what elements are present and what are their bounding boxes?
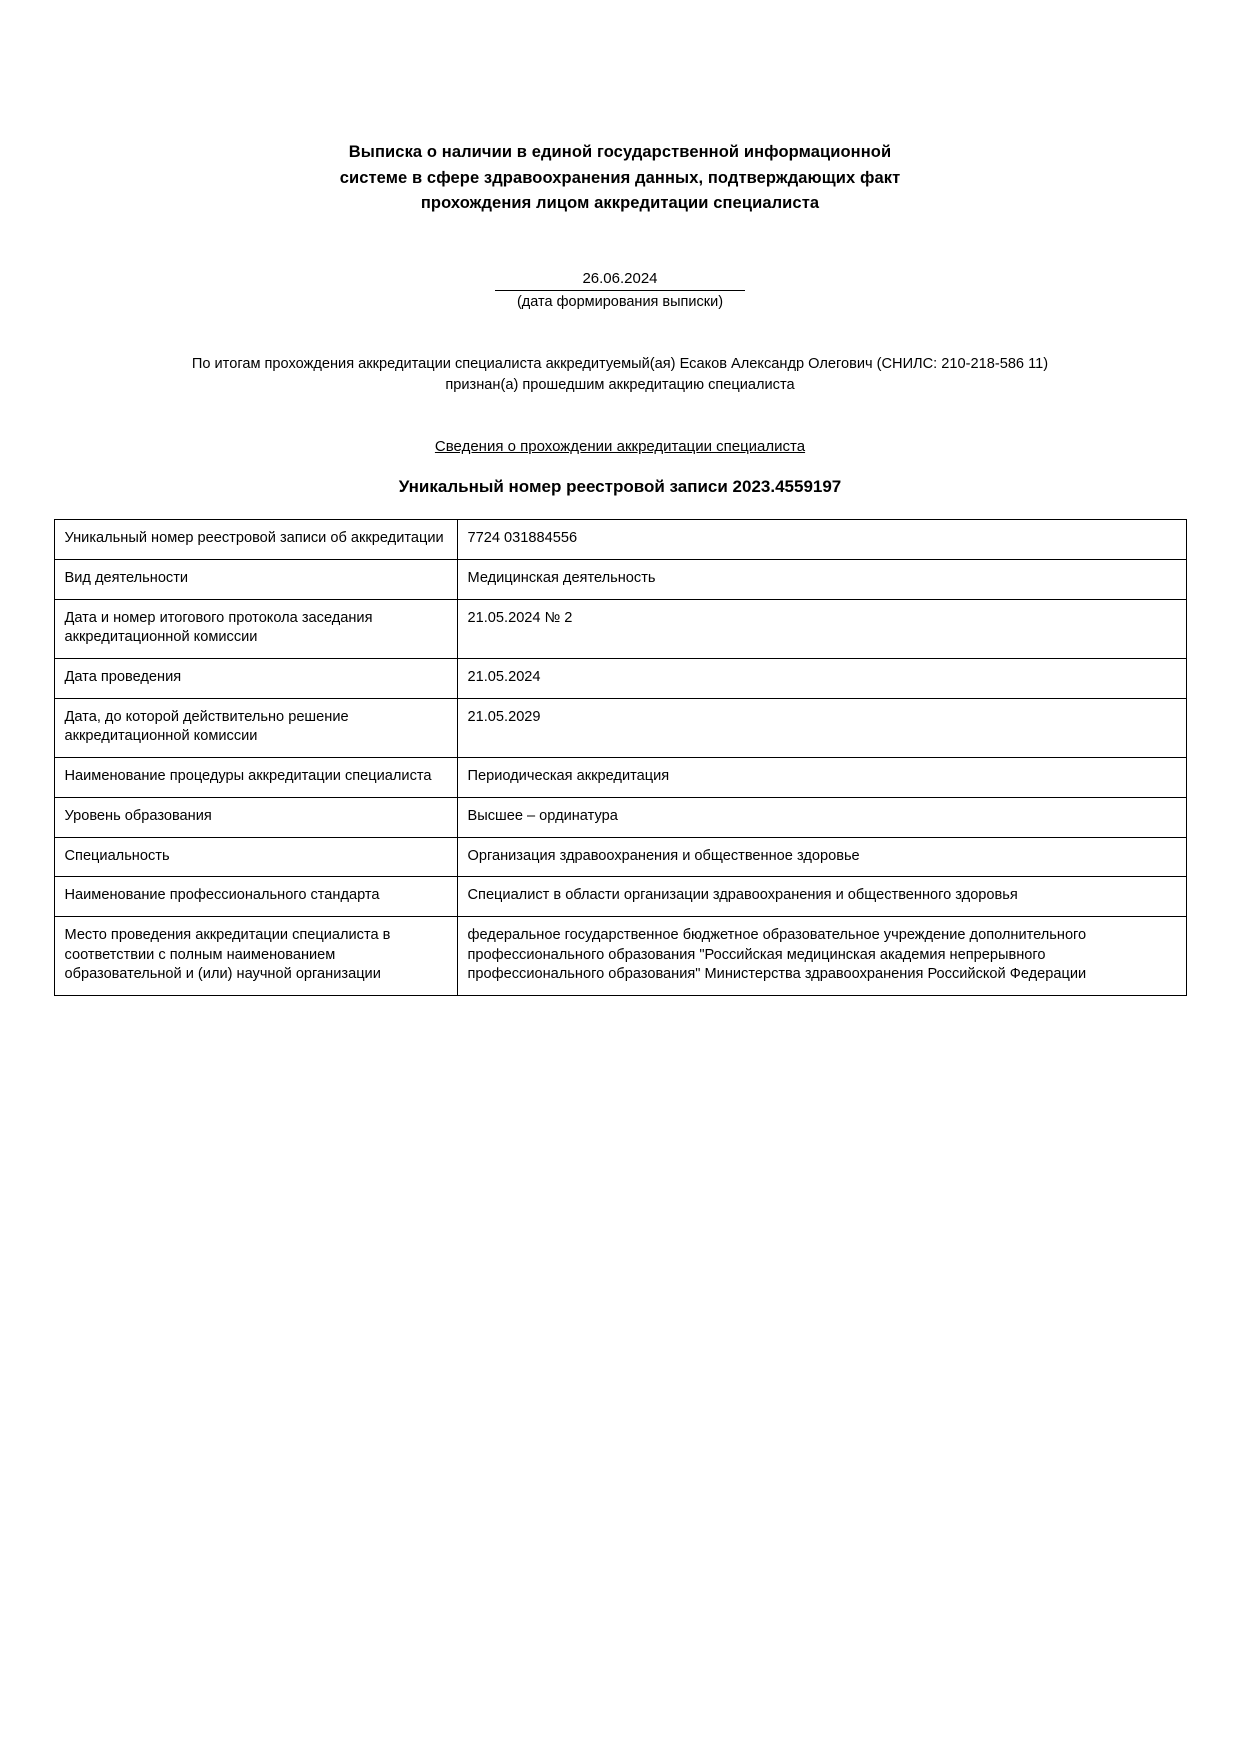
row-label: Дата, до которой действительно решение аккредитационной комиссии [54,698,457,757]
page-title-line-2: системе в сфере здравоохранения данных, подтверждающих факт [339,168,901,187]
row-label: Специальность [54,837,457,877]
accreditation-info-table [54,519,1187,996]
row-value: 21.05.2024 № 2 [457,599,1186,658]
row-value: Организация здравоохранения и общественное здоровье [457,837,1186,877]
table-row [54,698,1186,757]
row-label: Уникальный номер реестровой записи об аккредитации [54,520,457,560]
page-title-line-3: прохождения лицом аккредитации специалиста [420,194,820,213]
table-row [54,758,1186,798]
row-value: Медицинская деятельность [457,560,1186,600]
row-value: 21.05.2029 [457,698,1186,757]
intro-paragraph [0,354,1240,396]
table-row [54,560,1186,600]
intro-line-2: признан(а) прошедшим аккредитацию специалиста [445,377,795,394]
table-row [54,599,1186,658]
row-value: федеральное государственное бюджетное образовательное учреждение дополнительного профессионального образования "Российская медицинская академия непрерывного профессионального образования" Министерства здравоохранения Российской Федерации [457,916,1186,995]
row-label: Дата и номер итогового протокола заседания аккредитационной комиссии [54,599,457,658]
table-row [54,877,1186,917]
formation-date-caption: (дата формирования выписки) [516,294,724,311]
row-value: 7724 031884556 [457,520,1186,560]
page-title-line-1: Выписка о наличии в единой государственной информационной [348,143,892,161]
row-value: Высшее – ординатура [457,797,1186,837]
table-row [54,916,1186,995]
row-label: Уровень образования [54,797,457,837]
row-value: Специалист в области организации здравоохранения и общественного здоровья [457,877,1186,917]
section-heading-text: Сведения о прохождении аккредитации специалиста [434,438,806,456]
table-row [54,797,1186,837]
date-block [0,269,1240,312]
table-row [54,659,1186,699]
intro-line-1: По итогам прохождения аккредитации специалиста аккредитуемый(ая) Есаков Александр Олегович (СНИЛС: 210-218-586 11) [191,356,1049,373]
page-title [0,0,1240,217]
table-row [54,837,1186,877]
record-number-heading: Уникальный номер реестровой записи 2023.4559197 [398,477,842,497]
row-label: Наименование процедуры аккредитации специалиста [54,758,457,798]
row-label: Наименование профессионального стандарта [54,877,457,917]
section-heading [0,438,1240,455]
row-label: Дата проведения [54,659,457,699]
row-label: Вид деятельности [54,560,457,600]
row-value: 21.05.2024 [457,659,1186,699]
table-row [54,520,1186,560]
row-value: Периодическая аккредитация [457,758,1186,798]
formation-date-value: 26.06.2024 [495,269,745,292]
row-label: Место проведения аккредитации специалиста в соответствии с полным наименованием образовательной и (или) научной организации [54,916,457,995]
